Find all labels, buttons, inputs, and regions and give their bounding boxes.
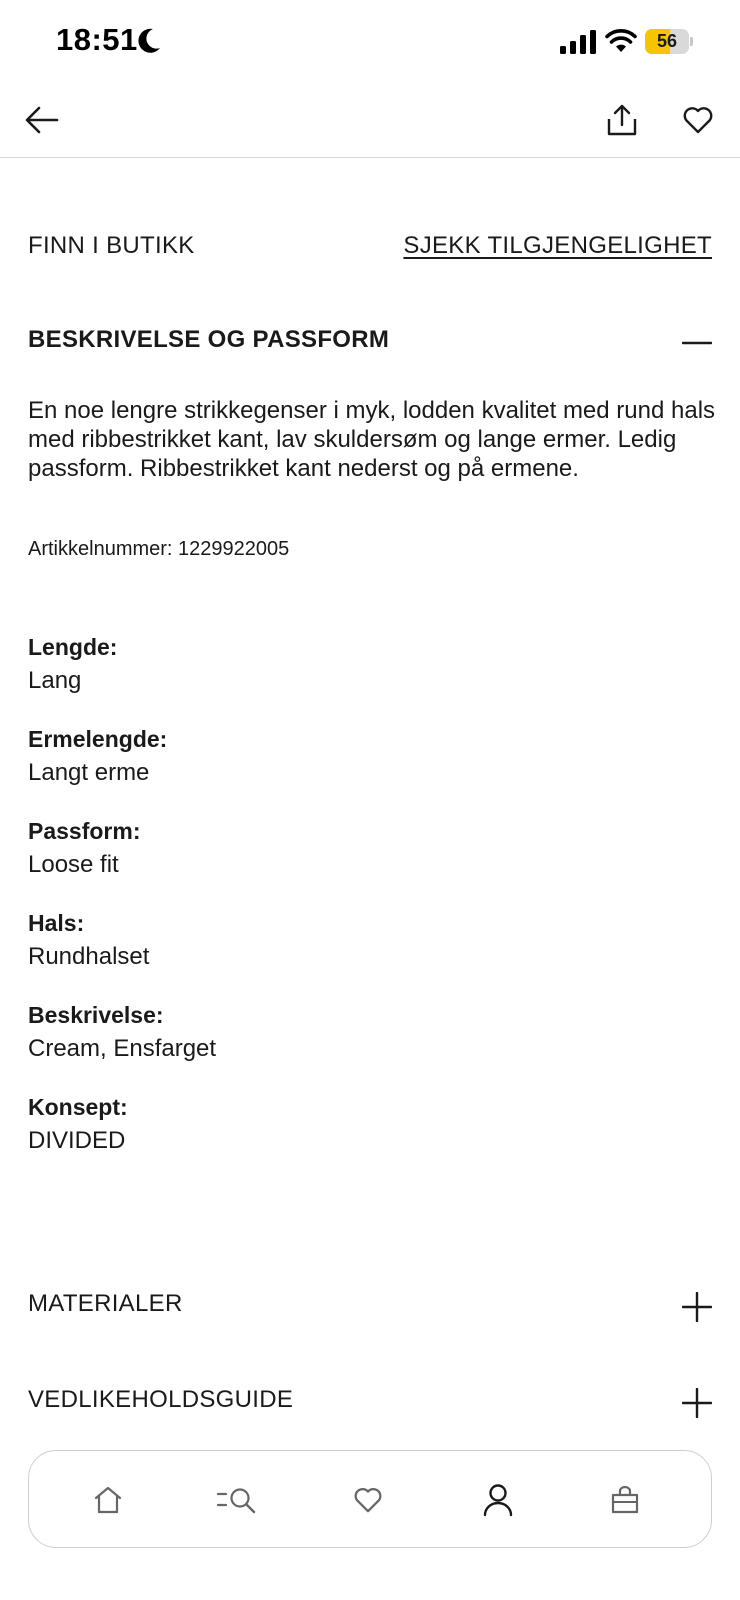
attribute-value: Loose fit bbox=[28, 851, 119, 878]
product-attributes bbox=[28, 632, 712, 1184]
status-time: 18:51 bbox=[56, 22, 138, 57]
attribute-value: Langt erme bbox=[28, 759, 150, 786]
attribute-item bbox=[28, 1092, 712, 1184]
tab-search[interactable] bbox=[212, 1475, 262, 1525]
description-section-header[interactable] bbox=[28, 326, 712, 366]
bottom-tab-bar bbox=[28, 1450, 712, 1548]
shopping-bag-icon bbox=[610, 1485, 640, 1515]
attribute-label: Ermelengde: bbox=[28, 726, 168, 752]
attribute-value: Lang bbox=[28, 667, 82, 694]
find-in-store-row bbox=[28, 232, 712, 272]
share-icon bbox=[606, 103, 638, 137]
heart-icon bbox=[353, 1486, 383, 1514]
materials-section-title: MATERIALER bbox=[28, 1290, 183, 1317]
tab-cart[interactable] bbox=[600, 1475, 650, 1525]
battery-level-text: 56 bbox=[656, 31, 678, 51]
find-in-store-label: FINN I BUTIKK bbox=[28, 232, 195, 259]
attribute-value: DIVIDED bbox=[28, 1127, 126, 1154]
minus-icon[interactable] bbox=[682, 328, 712, 358]
signal-icon bbox=[560, 30, 596, 54]
materials-section-header[interactable] bbox=[28, 1290, 712, 1330]
check-availability-link[interactable]: SJEKK TILGJENGELIGHET bbox=[403, 232, 712, 259]
attribute-item bbox=[28, 632, 712, 724]
share-button[interactable] bbox=[600, 98, 644, 142]
description-section-title: BESKRIVELSE OG PASSFORM bbox=[28, 326, 390, 353]
attribute-label: Beskrivelse: bbox=[28, 1002, 164, 1028]
attribute-value: Rundhalset bbox=[28, 943, 150, 970]
attribute-label: Passform: bbox=[28, 818, 141, 844]
attribute-item bbox=[28, 816, 712, 908]
heart-icon bbox=[682, 105, 714, 135]
status-bar bbox=[0, 0, 740, 84]
care-guide-section-header[interactable] bbox=[28, 1386, 712, 1426]
attribute-label: Hals: bbox=[28, 910, 85, 936]
product-description: En noe lengre strikkegenser i myk, lodden kvalitet med rund hals med ribbestrikket kant, lav skuldersøm og lange ermer. Ledig passform. Ribbestrikket kant nederst og på ermene. bbox=[28, 397, 716, 482]
article-number: Artikkelnummer: 1229922005 bbox=[28, 538, 290, 560]
attribute-value: Cream, Ensfarget bbox=[28, 1035, 217, 1062]
arrow-left-icon bbox=[25, 105, 59, 135]
tab-account[interactable] bbox=[473, 1475, 523, 1525]
home-icon bbox=[93, 1485, 123, 1515]
tab-favorites[interactable] bbox=[343, 1475, 393, 1525]
search-icon bbox=[216, 1485, 258, 1515]
attribute-label: Lengde: bbox=[28, 634, 118, 660]
account-icon bbox=[482, 1483, 514, 1517]
attribute-item bbox=[28, 724, 712, 816]
tab-home[interactable] bbox=[83, 1475, 133, 1525]
plus-icon[interactable] bbox=[682, 1292, 712, 1322]
top-nav-bar bbox=[0, 84, 740, 158]
care-guide-section-title: VEDLIKEHOLDSGUIDE bbox=[28, 1386, 294, 1413]
attribute-item bbox=[28, 908, 712, 1000]
attribute-label: Konsept: bbox=[28, 1094, 128, 1120]
moon-icon bbox=[136, 27, 162, 55]
battery-icon bbox=[645, 29, 693, 54]
attribute-item bbox=[28, 1000, 712, 1092]
favorite-button[interactable] bbox=[676, 98, 720, 142]
back-button[interactable] bbox=[20, 98, 64, 142]
battery-cap bbox=[690, 37, 693, 46]
wifi-icon bbox=[605, 28, 637, 54]
plus-icon[interactable] bbox=[682, 1388, 712, 1418]
